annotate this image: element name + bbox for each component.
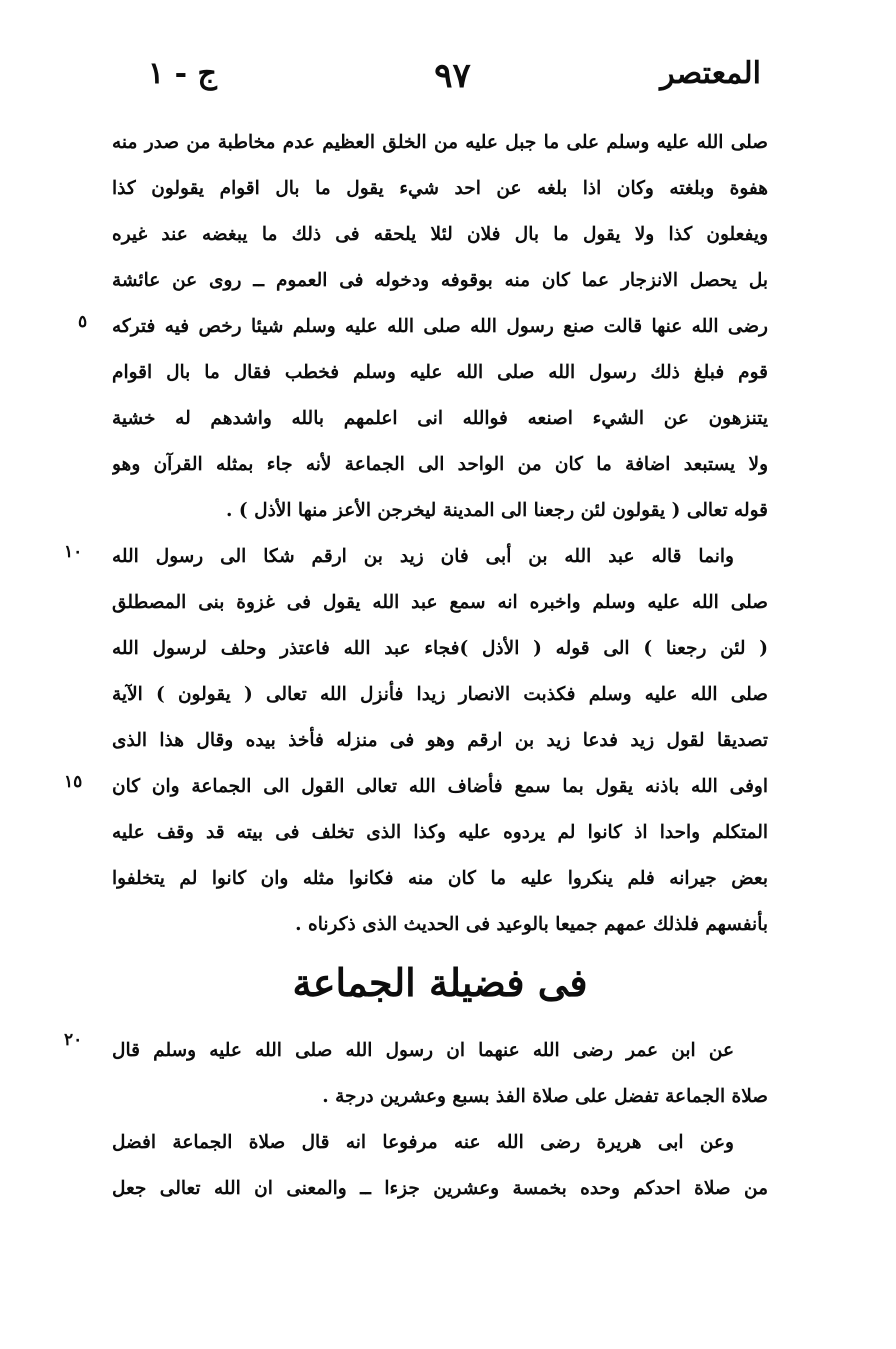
- text-line: صلى الله عليه وسلم واخبره انه سمع عبد الله يقول فى غزوة بنى المصطلق: [112, 592, 768, 613]
- line-number: ١٥: [64, 772, 83, 792]
- text-line: بل يحصل الانزجار عما كان منه بوقوفه ودخوله فى العموم ــ روى عن عائشة: [112, 270, 768, 291]
- line-number: ١٠: [64, 542, 83, 562]
- line-number: ٥: [78, 312, 88, 332]
- page-number: ٩٧: [434, 56, 471, 96]
- line-number: ٢٠: [64, 1030, 83, 1050]
- running-title: المعتصر: [660, 56, 761, 91]
- text-line: اوفى الله باذنه يقول بما سمع فأضاف الله تعالى القول الى الجماعة وان كان: [112, 776, 768, 797]
- text-line: بأنفسهم فلذلك عمهم جميعا بالوعيد فى الحديث الذى ذكرناه .: [295, 914, 768, 935]
- text-line: ولا يستبعد اضافة ما كان من الواحد الى الجماعة لأنه جاء بمثله القرآن وهو: [112, 454, 768, 475]
- text-line: بعض جيرانه فلم ينكروا عليه ما كان منه فكانوا مثله وان كانوا لم يتخلفوا: [112, 868, 768, 889]
- text-line: عن ابن عمر رضى الله عنهما ان رسول الله صلى الله عليه وسلم قال: [112, 1040, 734, 1061]
- text-line: رضى الله عنها قالت صنع رسول الله صلى الله عليه وسلم شيئا رخص فيه فتركه: [112, 316, 768, 337]
- text-line: هفوة وبلغته وكان اذا بلغه عن احد شيء يقول ما بال اقوام يقولون كذا: [112, 178, 768, 199]
- volume-label: ج - ١: [148, 56, 217, 91]
- text-line: ويفعلون كذا ولا يقول ما بال فلان لئلا يلحقه فى ذلك ما يبغضه عند غيره: [112, 224, 768, 245]
- text-line: صلى الله عليه وسلم فكذبت الانصار زيدا فأنزل الله تعالى ( يقولون ) الآية: [112, 684, 768, 705]
- text-line: يتنزهون عن الشيء اصنعه فوالله انى اعلمهم بالله واشدهم له خشية: [112, 408, 768, 429]
- text-line: وانما قاله عبد الله بن أبى فان زيد بن ارقم شكا الى رسول الله: [112, 546, 734, 567]
- page-header: [140, 56, 765, 100]
- text-line: من صلاة احدكم وحده بخمسة وعشرين جزءا ــ والمعنى ان الله تعالى جعل: [112, 1178, 768, 1199]
- text-line: صلاة الجماعة تفضل على صلاة الفذ بسبع وعشرين درجة .: [322, 1086, 768, 1107]
- text-line: قوله تعالى ( يقولون لئن رجعنا الى المدينة ليخرجن الأعز منها الأذل ) .: [226, 500, 768, 521]
- text-line: ( لئن رجعنا ) الى قوله ( الأذل )فجاء عبد الله فاعتذر وحلف لرسول الله: [112, 638, 768, 659]
- text-line: صلى الله عليه وسلم على ما جبل عليه من الخلق العظيم عدم مخاطبة من صدر منه: [112, 132, 768, 153]
- text-line: المتكلم واحدا اذ كانوا لم يردوه عليه وكذا الذى تخلف فى بيته قد وقف عليه: [112, 822, 768, 843]
- text-line: وعن ابى هريرة رضى الله عنه مرفوعا انه قال صلاة الجماعة افضل: [112, 1132, 734, 1153]
- section-text: [112, 1028, 768, 1212]
- text-line: قوم فبلغ ذلك رسول الله صلى الله عليه وسلم فخطب فقال ما بال اقوام: [112, 362, 768, 383]
- main-text: [112, 120, 768, 948]
- section-heading: فى فضيلة الجماعة: [292, 960, 588, 1005]
- text-line: تصديقا لقول زيد فدعا زيد بن ارقم وهو فى منزله فأخذ بيده وقال هذا الذى: [112, 730, 768, 751]
